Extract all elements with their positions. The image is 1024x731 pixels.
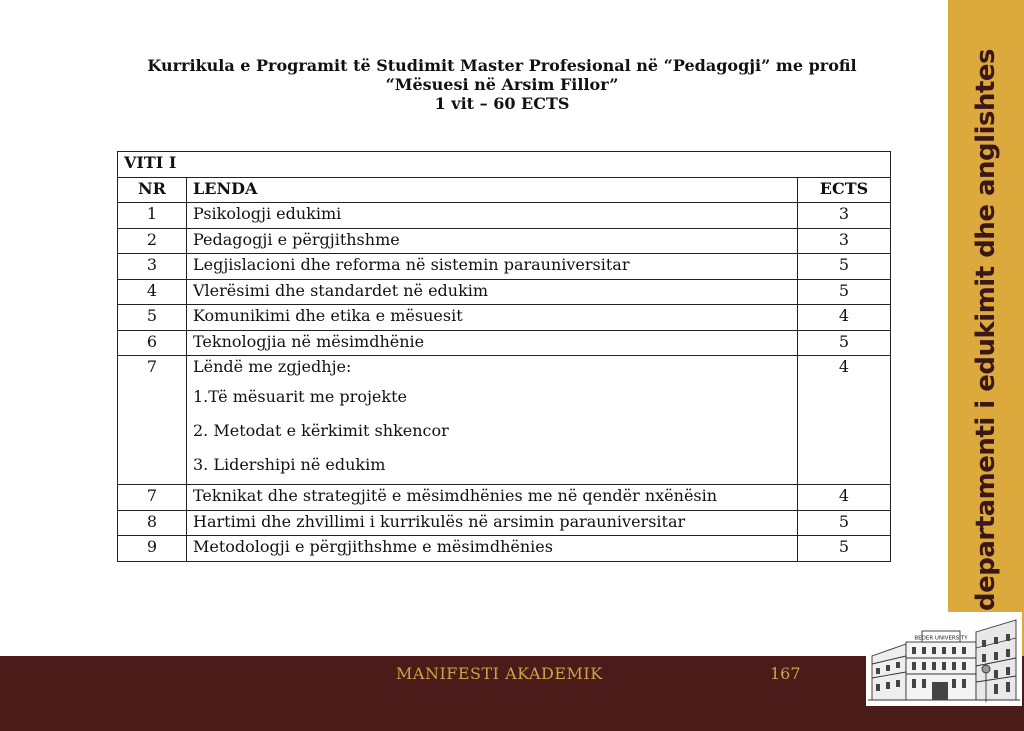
table-row <box>118 330 891 356</box>
department-vertical-label: departamenti i edukimit dhe anglishtes <box>971 48 1001 612</box>
page-heading <box>112 56 892 113</box>
heading-line-2: “Mësuesi në Arsim Fillor” <box>385 75 619 94</box>
row-ects: 4 <box>798 356 891 485</box>
elective-option: 3. Lidershipi në edukim <box>193 455 386 474</box>
heading-line-3: 1 vit – 60 ECTS <box>434 94 570 113</box>
table-row <box>118 510 891 536</box>
row-course: Metodologji e përgjithshme e mësimdhënies <box>187 536 798 562</box>
year-cell: VITI I <box>118 152 891 178</box>
elective-course <box>187 356 798 485</box>
curriculum-table <box>117 151 891 562</box>
year-row <box>118 152 891 178</box>
row-nr: 8 <box>118 510 187 536</box>
table-row <box>118 228 891 254</box>
row-course: Komunikimi dhe etika e mësuesit <box>187 305 798 331</box>
page-number: 167 <box>770 664 801 683</box>
row-course: Vlerësimi dhe standardet në edukim <box>187 279 798 305</box>
row-nr: 6 <box>118 330 187 356</box>
row-nr: 2 <box>118 228 187 254</box>
table-row <box>118 536 891 562</box>
row-ects: 5 <box>798 536 891 562</box>
row-course: Legjislacioni dhe reforma në sistemin parauniversitar <box>187 254 798 280</box>
building-drawing <box>866 612 1022 706</box>
row-course: Teknologjia në mësimdhënie <box>187 330 798 356</box>
row-nr: 9 <box>118 536 187 562</box>
university-building-logo <box>866 612 1022 706</box>
header-nr: NR <box>118 177 187 203</box>
building-sign-text: BEDER UNIVERSITY <box>914 635 968 642</box>
row-ects: 3 <box>798 228 891 254</box>
row-ects: 5 <box>798 279 891 305</box>
header-row <box>118 177 891 203</box>
table-row <box>118 305 891 331</box>
row-nr: 5 <box>118 305 187 331</box>
row-ects: 4 <box>798 305 891 331</box>
elective-option: 2. Metodat e kërkimit shkencor <box>193 421 449 440</box>
row-ects: 3 <box>798 203 891 229</box>
row-nr: 3 <box>118 254 187 280</box>
row-nr: 4 <box>118 279 187 305</box>
row-ects: 5 <box>798 254 891 280</box>
row-nr: 7 <box>118 356 187 485</box>
table-row <box>118 203 891 229</box>
table-row <box>118 254 891 280</box>
row-course: Hartimi dhe zhvillimi i kurrikulës në arsimin parauniversitar <box>187 510 798 536</box>
row-course: Pedagogji e përgjithshme <box>187 228 798 254</box>
elective-title: Lëndë me zgjedhje: <box>193 357 352 376</box>
row-nr: 1 <box>118 203 187 229</box>
row-course: Teknikat dhe strategjitë e mësimdhënies me në qendër nxënësin <box>187 485 798 511</box>
table-row <box>118 485 891 511</box>
heading-line-1: Kurrikula e Programit të Studimit Master Profesional në “Pedagogji” me profil <box>147 56 857 75</box>
row-ects: 5 <box>798 330 891 356</box>
row-ects: 5 <box>798 510 891 536</box>
row-course: Psikologji edukimi <box>187 203 798 229</box>
header-ects: ECTS <box>798 177 891 203</box>
row-ects: 4 <box>798 485 891 511</box>
footer-title: MANIFESTI AKADEMIK <box>396 664 603 683</box>
elective-option: 1.Të mësuarit me projekte <box>193 387 407 406</box>
header-course: LENDA <box>187 177 798 203</box>
elective-row <box>118 356 891 485</box>
table-row <box>118 279 891 305</box>
row-nr: 7 <box>118 485 187 511</box>
